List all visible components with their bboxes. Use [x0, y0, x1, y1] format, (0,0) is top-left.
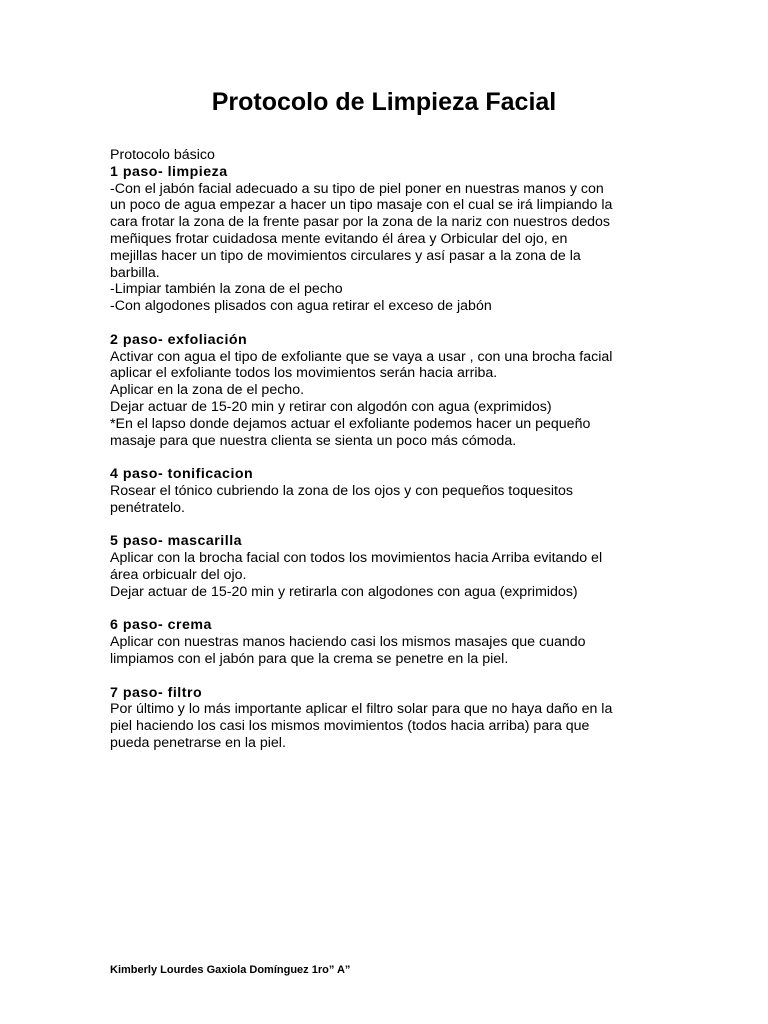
section-heading: 1 paso- limpieza: [110, 163, 228, 180]
document-title: Protocolo de Limpieza Facial: [211, 88, 557, 116]
body-line: -Con algodones plisados con agua retirar el exceso de jabón: [110, 298, 492, 315]
body-line: aplicar el exfoliante todos los movimientos serán hacia arriba.: [110, 365, 498, 382]
section-spacer: [110, 315, 670, 332]
body-line: *En el lapso donde dejamos actuar el exfoliante podemos hacer un pequeño: [110, 415, 591, 432]
section: [110, 617, 670, 667]
body-line: piel haciendo los casi los mismos movimientos (todos hacia arriba) para que: [110, 718, 590, 735]
body-line: Activar con agua el tipo de exfoliante que se vaya a usar , con una brocha facial: [110, 348, 613, 365]
section: [110, 533, 670, 600]
document-body: [110, 147, 670, 752]
body-line: limpiamos con el jabón para que la crema se penetre en la piel.: [110, 650, 509, 667]
section-spacer: [110, 601, 670, 618]
body-line: masaje para que nuestra clienta se sienta un poco más cómoda.: [110, 432, 517, 449]
section-spacer: [110, 449, 670, 466]
section-heading: 4 paso- tonificacion: [110, 466, 254, 483]
body-line: Dejar actuar de 15-20 min y retirarla con algodones con agua (exprimidos): [110, 583, 578, 600]
section: [110, 685, 670, 752]
body-line: área orbicualr del ojo.: [110, 566, 247, 583]
body-line: Dejar actuar de 15-20 min y retirar con algodón con agua (exprimidos): [110, 398, 552, 415]
body-line: meñiques frotar cuidadosa mente evitando él área y Orbicular del ojo, en: [110, 230, 568, 247]
body-line: barbilla.: [110, 264, 160, 281]
body-line: mejillas hacer un tipo de movimientos circulares y así pasar a la zona de la: [110, 247, 581, 264]
section-spacer: [110, 517, 670, 534]
section: [110, 466, 670, 516]
body-line: Aplicar con nuestras manos haciendo casi los mismos masajes que cuando: [110, 634, 586, 651]
section: [110, 164, 670, 315]
body-line: Aplicar con la brocha facial con todos los movimientos hacia Arriba evitando el: [110, 550, 603, 567]
body-line: cara frotar la zona de la frente pasar por la zona de la nariz con nuestros dedos: [110, 214, 611, 231]
body-line: Rosear el tónico cubriendo la zona de los ojos y con pequeños toquesitos: [110, 482, 573, 499]
section-heading: 7 paso- filtro: [110, 684, 203, 701]
body-line: Aplicar en la zona de el pecho.: [110, 382, 305, 399]
body-line: un poco de agua empezar a hacer un tipo masaje con el cual se irá limpiando la: [110, 197, 613, 214]
section: [110, 332, 670, 450]
section-spacer: [110, 668, 670, 685]
intro-text: Protocolo básico: [110, 147, 215, 163]
body-line: -Limpiar también la zona de el pecho: [110, 281, 343, 298]
author-footer: Kimberly Lourdes Gaxiola Domínguez 1ro” A”: [110, 964, 351, 976]
section-heading: 5 paso- mascarilla: [110, 533, 243, 550]
section-heading: 6 paso- crema: [110, 617, 212, 634]
body-line: Por último y lo más importante aplicar el filtro solar para que no haya daño en la: [110, 701, 613, 718]
body-line: pueda penetrarse en la piel.: [110, 734, 286, 751]
section-heading: 2 paso- exfoliación: [110, 331, 248, 348]
body-line: penétratelo.: [110, 499, 185, 516]
body-line: -Con el jabón facial adecuado a su tipo de piel poner en nuestras manos y con: [110, 180, 604, 197]
